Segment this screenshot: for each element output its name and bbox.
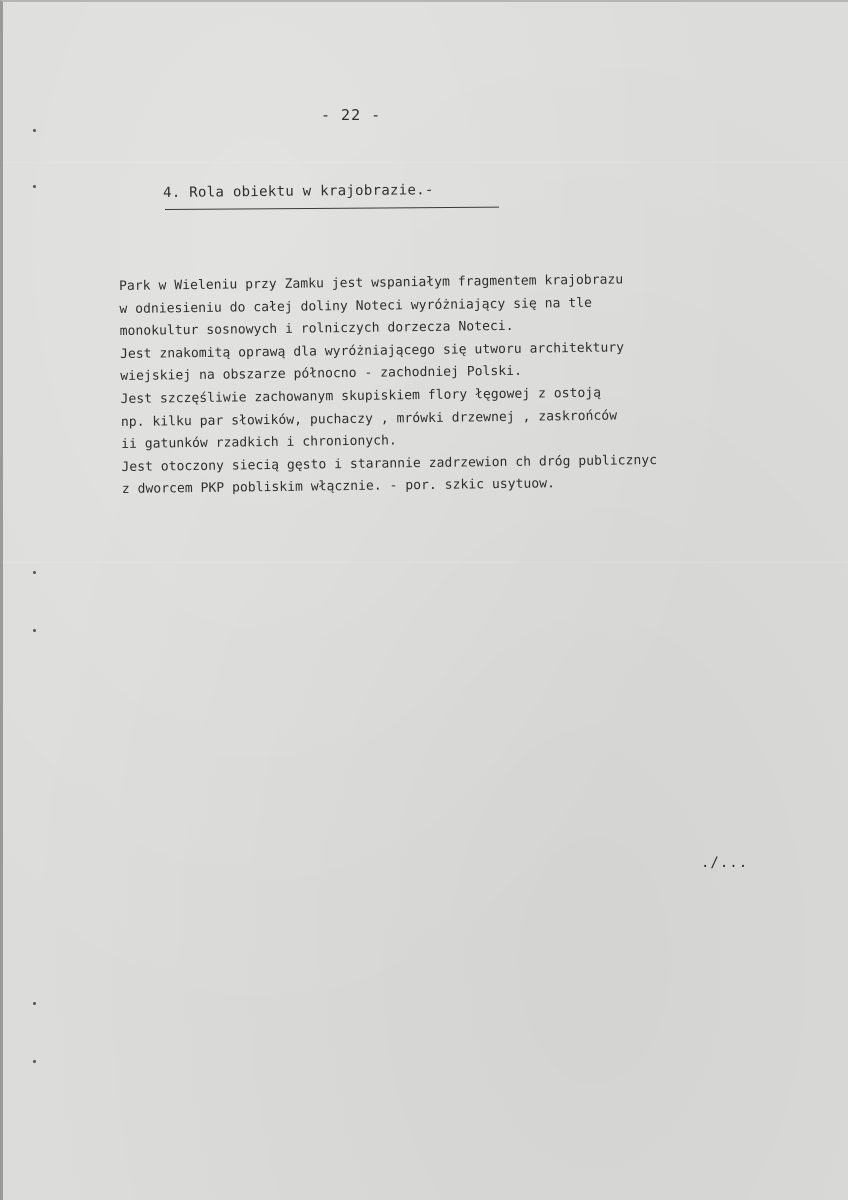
heading-underline [165,207,499,210]
body-line: monokultur sosnowych i rolniczych dorzecza Noteci. [119,319,514,340]
body-line: np. kilku par słowików, puchaczy , mrówki drzewnej , zaskrońców [120,408,618,430]
scan-artifact [3,562,848,563]
body-line: w odniesieniu do całej doliny Noteci wyróżniający się na tle [119,295,593,317]
body-text [119,267,842,502]
body-line: ii gatunków rzadkich i chronionych. [121,433,397,453]
margin-mark [33,571,36,574]
body-line: Park w Wieleniu przy Zamku jest wspaniałym fragmentem krajobrazu [119,272,624,294]
section-heading: 4. Rola obiektu w krajobrazie.- [163,182,434,201]
body-line: Jest otoczony siecią gęsto i starannie zadrzewion ch dróg publicznyc [121,452,658,475]
margin-mark [33,129,36,132]
body-line: Jest szczęśliwie zachowanym skupiskiem flory łęgowej z ostoją [120,385,602,407]
margin-mark [33,629,36,632]
margin-mark [33,1060,36,1063]
margin-mark [33,185,36,188]
page-number: - 22 - [321,106,382,124]
body-line: Jest znakomitą oprawą dla wyróżniającego się utworu architektury [119,340,625,362]
margin-mark [33,1002,36,1005]
scan-artifact [3,162,848,163]
body-line: z dworcem PKP pobliskim włącznie. - por. szkic usytuow. [121,476,556,498]
continuation-mark: ./... [701,855,749,871]
body-line: wiejskiej na obszarze północno - zachodniej Polski. [120,364,523,385]
